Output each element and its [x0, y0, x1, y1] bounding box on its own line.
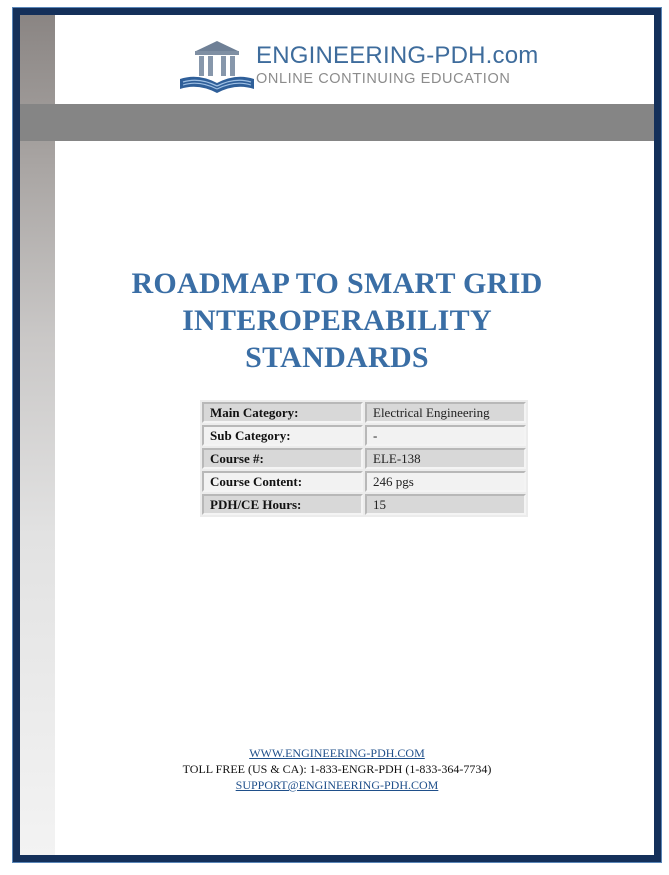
row-label: Course Content:: [202, 471, 363, 492]
website-link[interactable]: WWW.ENGINEERING-PDH.COM: [249, 746, 425, 760]
left-gradient-strip: [20, 15, 55, 855]
table-row: [202, 402, 526, 423]
temple-book-icon: [178, 37, 256, 97]
row-value: Electrical Engineering: [365, 402, 526, 423]
title-line: STANDARDS: [245, 341, 429, 374]
title-line: ROADMAP TO SMART GRID: [131, 267, 543, 300]
toll-free-text: TOLL FREE (US & CA): 1-833-ENGR-PDH (1-833-364-7734): [182, 762, 492, 776]
row-label: PDH/CE Hours:: [202, 494, 363, 515]
course-info-table: [200, 400, 528, 517]
row-label: Course #:: [202, 448, 363, 469]
row-value: 246 pgs: [365, 471, 526, 492]
logo-tagline: ONLINE CONTINUING EDUCATION: [256, 71, 511, 87]
row-label: Sub Category:: [202, 425, 363, 446]
logo-name: ENGINEERING-PDH.com: [256, 42, 539, 69]
row-value: -: [365, 425, 526, 446]
logo: [178, 37, 538, 97]
row-value: ELE-138: [365, 448, 526, 469]
contact-footer: [20, 745, 654, 793]
table-row: [202, 494, 526, 515]
header-gray-band: [20, 104, 654, 141]
title-line: INTEROPERABILITY: [182, 304, 492, 337]
table-row: [202, 448, 526, 469]
row-value: 15: [365, 494, 526, 515]
table-row: [202, 425, 526, 446]
support-email-link[interactable]: SUPPORT@ENGINEERING-PDH.COM: [235, 778, 439, 792]
page-frame: [13, 8, 661, 862]
row-label: Main Category:: [202, 402, 363, 423]
table-row: [202, 471, 526, 492]
document-title: [20, 265, 654, 376]
